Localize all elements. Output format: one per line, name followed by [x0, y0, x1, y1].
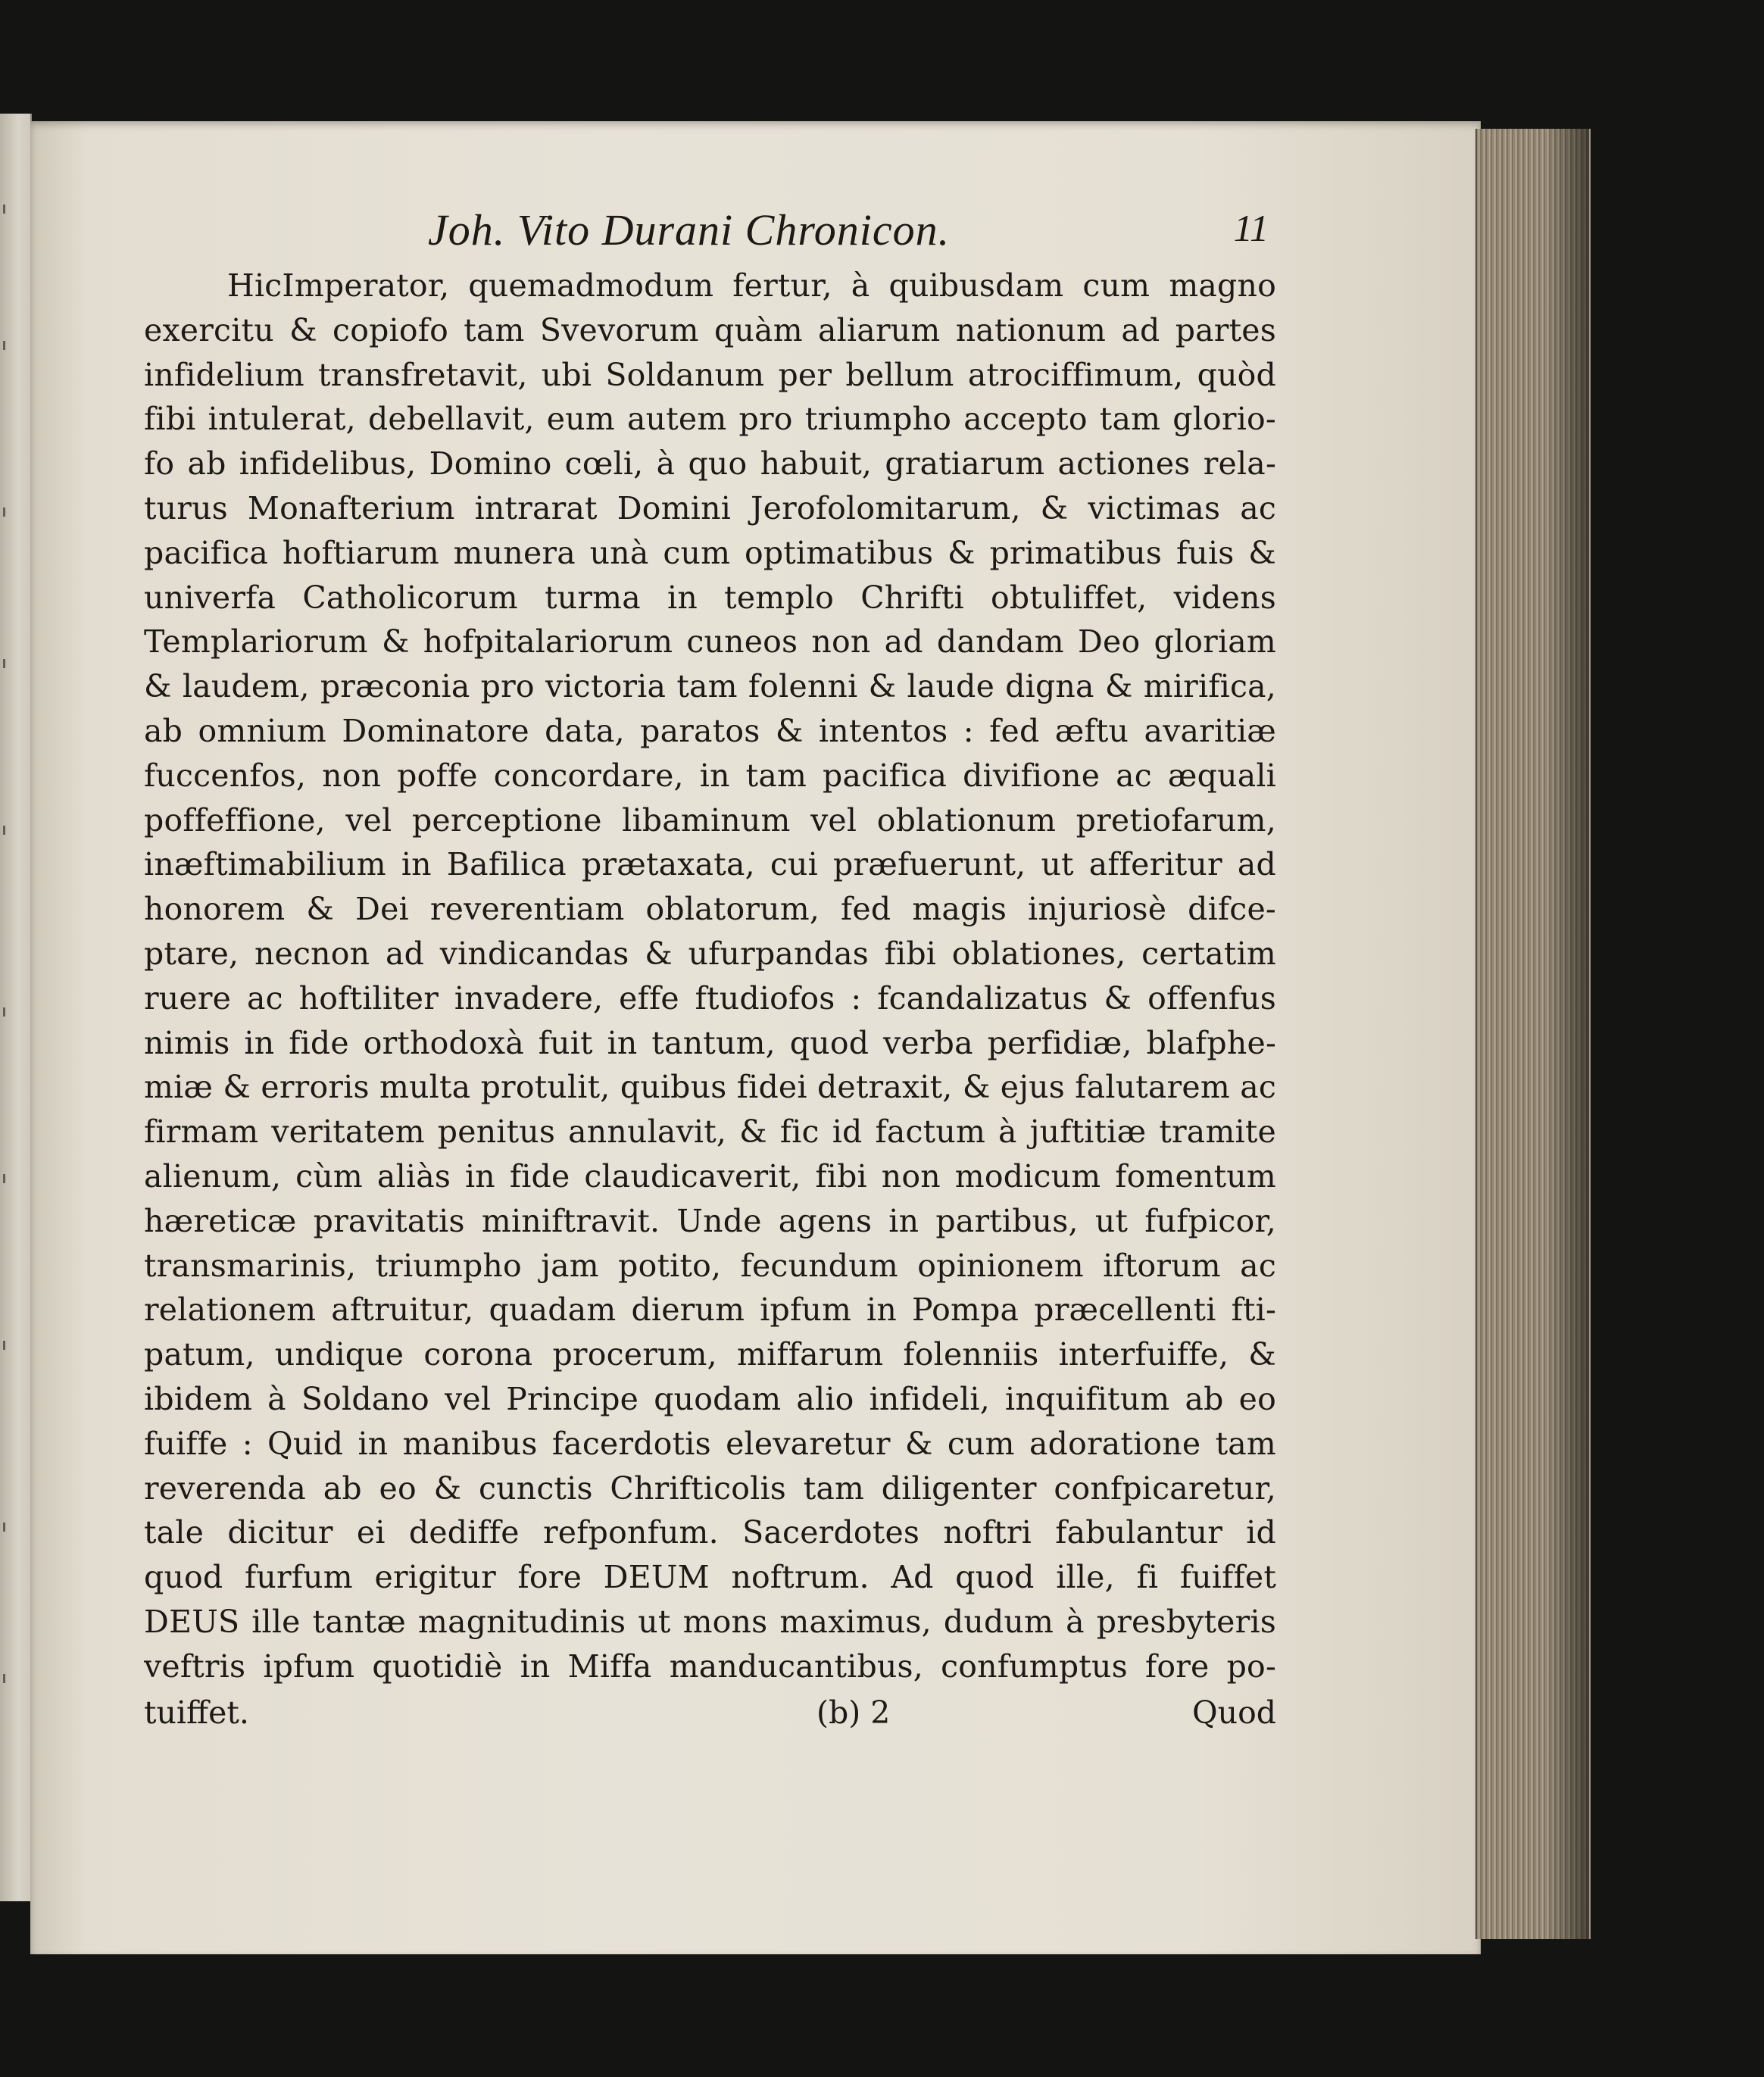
- margin-mark: [3, 1674, 5, 1683]
- text-line: miæ & erroris multa protulit, quibus fidei detraxit, & ejus falutarem ac: [144, 1069, 1276, 1106]
- text-line: exercitu & copiofo tam Svevorum quàm aliarum nationum ad partes: [144, 311, 1276, 348]
- body-text: [144, 264, 1276, 1689]
- page-text-block: [144, 203, 1276, 1736]
- text-line: nimis in fide orthodoxà fuit in tantum, quod verba perfidiæ, blafphe-: [144, 1024, 1276, 1061]
- margin-mark: [3, 826, 5, 835]
- fore-edge-shadow: [1545, 129, 1589, 1939]
- running-head: [144, 203, 1276, 264]
- text-line: fibi intulerat, debellavit, eum autem pro triumpho accepto tam glorio-: [144, 401, 1276, 438]
- text-line: hæreticæ pravitatis miniftravit. Unde agens in partibus, ut fufpicor,: [144, 1202, 1276, 1239]
- text-line: ruere ac hoftiliter invadere, effe ftudiofos : fcandalizatus & offenfus: [144, 979, 1276, 1017]
- text-line: reverenda ab eo & cunctis Chrifticolis tam diligenter confpicaretur,: [144, 1470, 1276, 1507]
- text-line: DEUS ille tantæ magnitudinis ut mons maximus, dudum à presbyteris: [144, 1603, 1276, 1640]
- signature-mark: (b) 2: [816, 1694, 891, 1731]
- text-line: fuccenfos, non poffe concordare, in tam pacifica divifione ac æquali: [144, 757, 1276, 794]
- text-line: tale dicitur ei dediffe refponfum. Sacerdotes noftri fabulantur id: [144, 1514, 1276, 1551]
- text-line: inæftimabilium in Bafilica prætaxata, cui præfuerunt, ut afferitur ad: [144, 846, 1276, 883]
- text-line: honorem & Dei reverentiam oblatorum, fed magis injuriosè difce-: [144, 891, 1276, 928]
- text-line: ptare, necnon ad vindicandas & ufurpandas fibi oblationes, certatim: [144, 935, 1276, 972]
- margin-mark: [3, 659, 5, 668]
- margin-mark: [3, 205, 5, 214]
- text-line: firmam veritatem penitus annulavit, & fic id factum à juftitiæ tramite: [144, 1113, 1276, 1151]
- margin-mark: [3, 1523, 5, 1532]
- text-line: fuiffe : Quid in manibus facerdotis elevaretur & cum adoratione tam: [144, 1425, 1276, 1462]
- margin-mark: [3, 341, 5, 350]
- margin-mark: [3, 1341, 5, 1350]
- catchword: Quod: [1192, 1694, 1276, 1731]
- text-line: HicImperator, quemadmodum fertur, à quibusdam cum magno: [227, 267, 1276, 304]
- last-line: tuiffet.: [144, 1694, 249, 1731]
- text-line: & laudem, præconia pro victoria tam folenni & laude digna & mirifica,: [144, 668, 1276, 705]
- text-line: Templariorum & hofpitalariorum cuneos non ad dandam Deo gloriam: [144, 623, 1276, 661]
- page-footer-line: [144, 1689, 1276, 1736]
- text-line: turus Monafterium intrarat Domini Jerofolomitarum, & victimas ac: [144, 489, 1276, 526]
- text-line: fo ab infidelibus, Domino cœli, à quo habuit, gratiarum actiones rela-: [144, 445, 1276, 483]
- text-line: relationem aftruitur, quadam dierum ipfum in Pompa præcellenti fti-: [144, 1291, 1276, 1329]
- running-title: Joh. Vito Durani Chronicon.: [428, 205, 951, 255]
- text-line: infidelium transfretavit, ubi Soldanum per bellum atrociffimum, quòd: [144, 356, 1276, 393]
- margin-mark: [3, 508, 5, 517]
- text-line: transmarinis, triumpho jam potito, fecundum opinionem iftorum ac: [144, 1247, 1276, 1284]
- text-line: univerfa Catholicorum turma in templo Chrifti obtuliffet, videns: [144, 579, 1276, 616]
- text-line: pacifica hoftiarum munera unà cum optimatibus & primatibus fuis &: [144, 534, 1276, 571]
- text-line: poffeffione, vel perceptione libaminum vel oblationum pretiofarum,: [144, 801, 1276, 839]
- text-line: ab omnium Dominatore data, paratos & intentos : fed æftu avaritiæ: [144, 712, 1276, 749]
- text-line: veftris ipfum quotidiè in Miffa manducantibus, confumptus fore po-: [144, 1648, 1276, 1685]
- text-line: quod furfum erigitur fore DEUM noftrum. Ad quod ille, fi fuiffet: [144, 1559, 1276, 1596]
- left-facing-page-edge: [0, 114, 32, 1901]
- margin-mark: [3, 1007, 5, 1017]
- margin-mark: [3, 1174, 5, 1183]
- text-line: patum, undique corona procerum, miffarum folenniis interfuiffe, &: [144, 1336, 1276, 1373]
- text-line: ibidem à Soldano vel Principe quodam alio infideli, inquifitum ab eo: [144, 1380, 1276, 1417]
- page-number: 11: [1233, 207, 1269, 249]
- text-line: alienum, cùm aliàs in fide claudicaverit, fibi non modicum fomentum: [144, 1157, 1276, 1195]
